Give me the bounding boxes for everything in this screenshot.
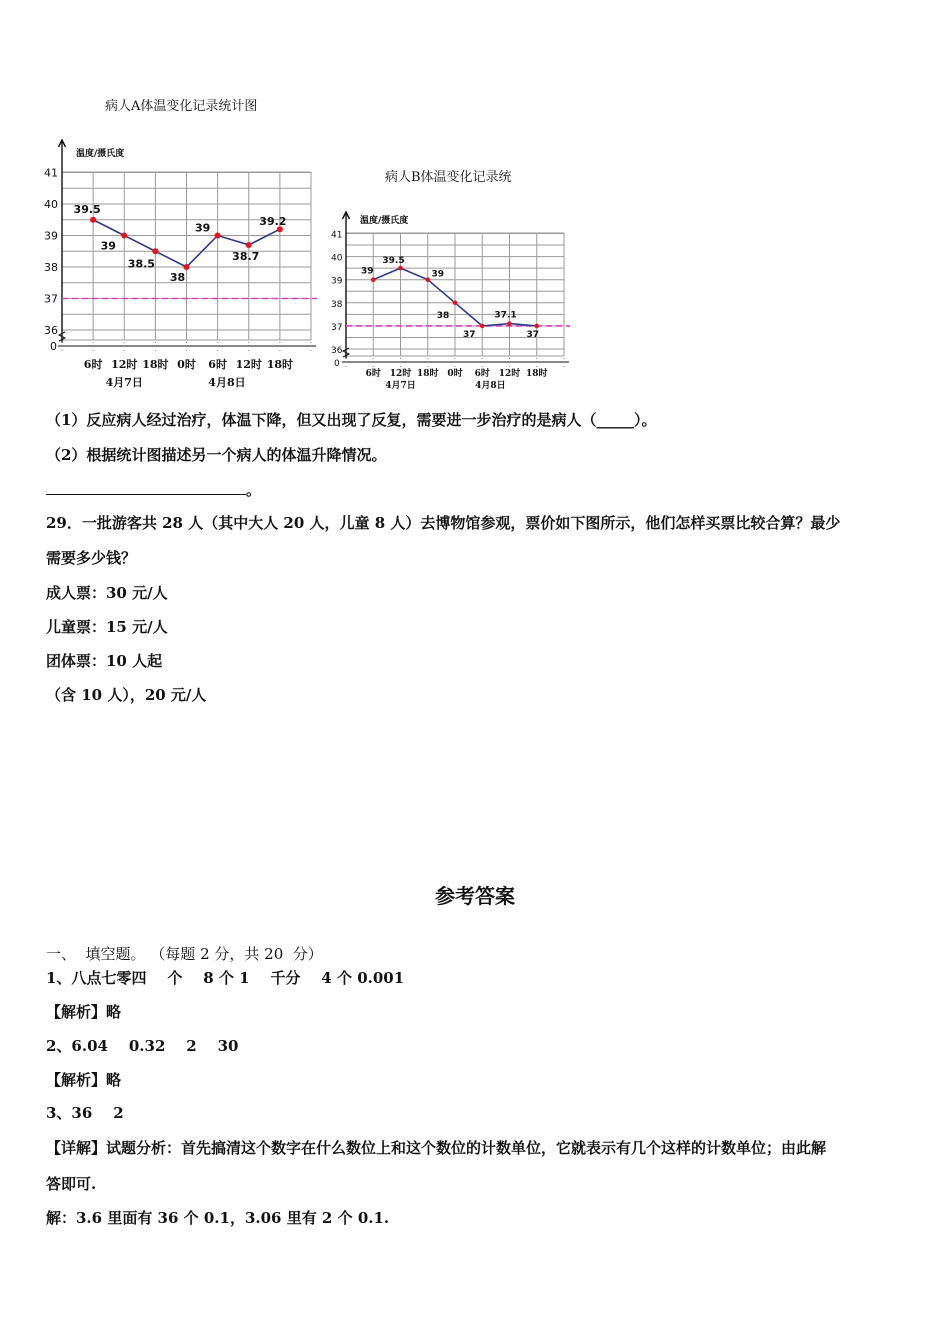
answer-2-note (46, 1070, 121, 1090)
ticket-group-2-text: （含 10 人），20 元/人 (46, 686, 207, 704)
y-axis-label: 温度/摄氏度 (360, 216, 409, 226)
x-tick-label: 6时 (208, 358, 227, 371)
data-label: 39 (194, 221, 211, 235)
ticket-group-text: 团体票：10 人起 (46, 652, 163, 670)
answer-2-text: 2、6.04 0.32 2 30 (46, 1037, 239, 1055)
date-label: 4月8日 (208, 376, 246, 389)
answer-1-text: 1、八点七零四 个 8 个 1 千分 4 个 0.001 (46, 969, 405, 987)
chart-title: 病人A体温变化记录统计图 (105, 99, 258, 114)
data-label: 38.5 (127, 257, 155, 271)
x-tick-label: 18时 (266, 358, 294, 371)
blank-underline[interactable] (46, 480, 246, 495)
y-tick-label: 40 (44, 198, 58, 211)
ticket-child (46, 617, 168, 637)
answer-3-detail-cont (46, 1174, 96, 1194)
x-tick-label: 12时 (111, 358, 138, 371)
answer-3 (46, 1103, 124, 1123)
data-label: 37 (462, 329, 476, 340)
data-point (453, 301, 458, 306)
y-tick-label: 41 (44, 166, 58, 180)
y-tick-label: 39 (331, 276, 343, 287)
y-tick-label: 39 (44, 229, 58, 243)
data-label: 39.5 (73, 202, 101, 216)
data-label: 39.5 (382, 256, 405, 267)
x-tick-label: 12时 (389, 369, 412, 379)
x-tick-label: 12时 (235, 358, 262, 371)
y-tick-label: 37 (331, 322, 343, 333)
answers-section-text: 一、 填空题。 （每题 2 分，共 20 分） (46, 945, 323, 963)
answers-heading: 参考答案 (435, 884, 515, 908)
date-label: 4月7日 (105, 376, 143, 389)
x-tick-label: 6时 (474, 369, 490, 379)
answer-1-note-text: 【解析】略 (46, 1003, 122, 1021)
y-tick-label: 36 (44, 324, 58, 337)
answer-2 (46, 1036, 238, 1056)
question-29-text-a: 29．一批游客共 28 人（其中大人 20 人，儿童 8 人）去博物馆参观，票价如下图所示，他们怎样买票比较合算？最少 (46, 514, 841, 532)
x-tick-label: 6时 (365, 369, 381, 379)
ticket-adult (46, 583, 168, 603)
origin-label: 0 (334, 359, 340, 369)
data-label: 37.1 (494, 310, 517, 321)
answer-3-detail (46, 1138, 826, 1158)
date-label: 4月8日 (475, 381, 506, 391)
data-point (371, 277, 376, 282)
ticket-child-text: 儿童票：15 元/人 (46, 618, 168, 636)
answer-1 (46, 968, 404, 988)
y-tick-label: 38 (44, 261, 58, 274)
y-tick-label: 41 (331, 230, 343, 241)
x-tick-label: 18时 (142, 358, 169, 371)
ticket-adult-text: 成人票：30 元/人 (46, 584, 168, 602)
x-tick-label: 6时 (83, 358, 103, 371)
x-tick-label: 12时 (498, 369, 521, 379)
answer-3-text: 3、36 2 (46, 1104, 124, 1122)
data-label: 38.7 (232, 249, 260, 263)
question-29-cont (46, 548, 136, 568)
ticket-group-2 (46, 685, 206, 705)
x-tick-label: 0时 (447, 369, 463, 379)
data-point (425, 277, 430, 282)
question-2-text: （2）根据统计图描述另一个病人的体温升降情况。 (46, 446, 387, 464)
ticket-group (46, 651, 162, 671)
data-point (534, 324, 539, 329)
answer-3-detail-text-a: 【详解】试题分析：首先搞清这个数字在什么数位上和这个数位的计数单位，它就表示有几个这样的计数单位；由此解 (46, 1139, 827, 1157)
question-2 (46, 445, 386, 465)
answers-section (46, 944, 323, 964)
data-label: 39 (360, 266, 374, 277)
origin-label: 0 (50, 340, 57, 353)
blank-period: 。 (246, 481, 262, 499)
answer-3-detail-text-b: 答即可. (46, 1175, 97, 1193)
data-label: 39 (100, 239, 116, 253)
answer-2-note-text: 【解析】略 (46, 1071, 122, 1089)
data-label: 39.2 (259, 215, 287, 229)
data-label: 38 (169, 271, 186, 284)
data-label: 38 (436, 310, 450, 321)
answer-1-note (46, 1002, 121, 1022)
data-point (507, 321, 512, 326)
date-label: 4月7日 (385, 381, 416, 391)
x-tick-label: 18时 (416, 369, 439, 379)
answer-blank-line (46, 480, 261, 500)
data-label: 37 (526, 329, 540, 340)
answer-3-solution (46, 1208, 389, 1228)
data-point (398, 266, 403, 271)
x-tick-label: 18时 (525, 369, 548, 379)
chart-patient-b (0, 0, 600, 400)
y-tick-label: 36 (331, 346, 343, 356)
y-axis-label: 温度/摄氏度 (76, 149, 125, 159)
question-29-text-b: 需要多少钱？ (46, 549, 137, 567)
answer-3-solution-text: 解：3.6 里面有 36 个 0.1，3.06 里有 2 个 0.1. (46, 1209, 390, 1227)
data-point (480, 324, 485, 329)
question-1 (46, 410, 656, 430)
chart-b-svg (0, 0, 600, 400)
data-label: 39 (431, 269, 445, 280)
chart-title: 病人B体温变化记录统 (385, 170, 512, 185)
x-tick-label: 0时 (177, 358, 196, 371)
y-tick-label: 38 (331, 299, 343, 310)
question-1-text: （1）反应病人经过治疗，体温下降，但又出现了反复，需要进一步治疗的是病人（_____）。 (46, 411, 657, 429)
question-29 (46, 513, 840, 533)
y-tick-label: 37 (44, 292, 58, 306)
y-tick-label: 40 (331, 253, 343, 264)
